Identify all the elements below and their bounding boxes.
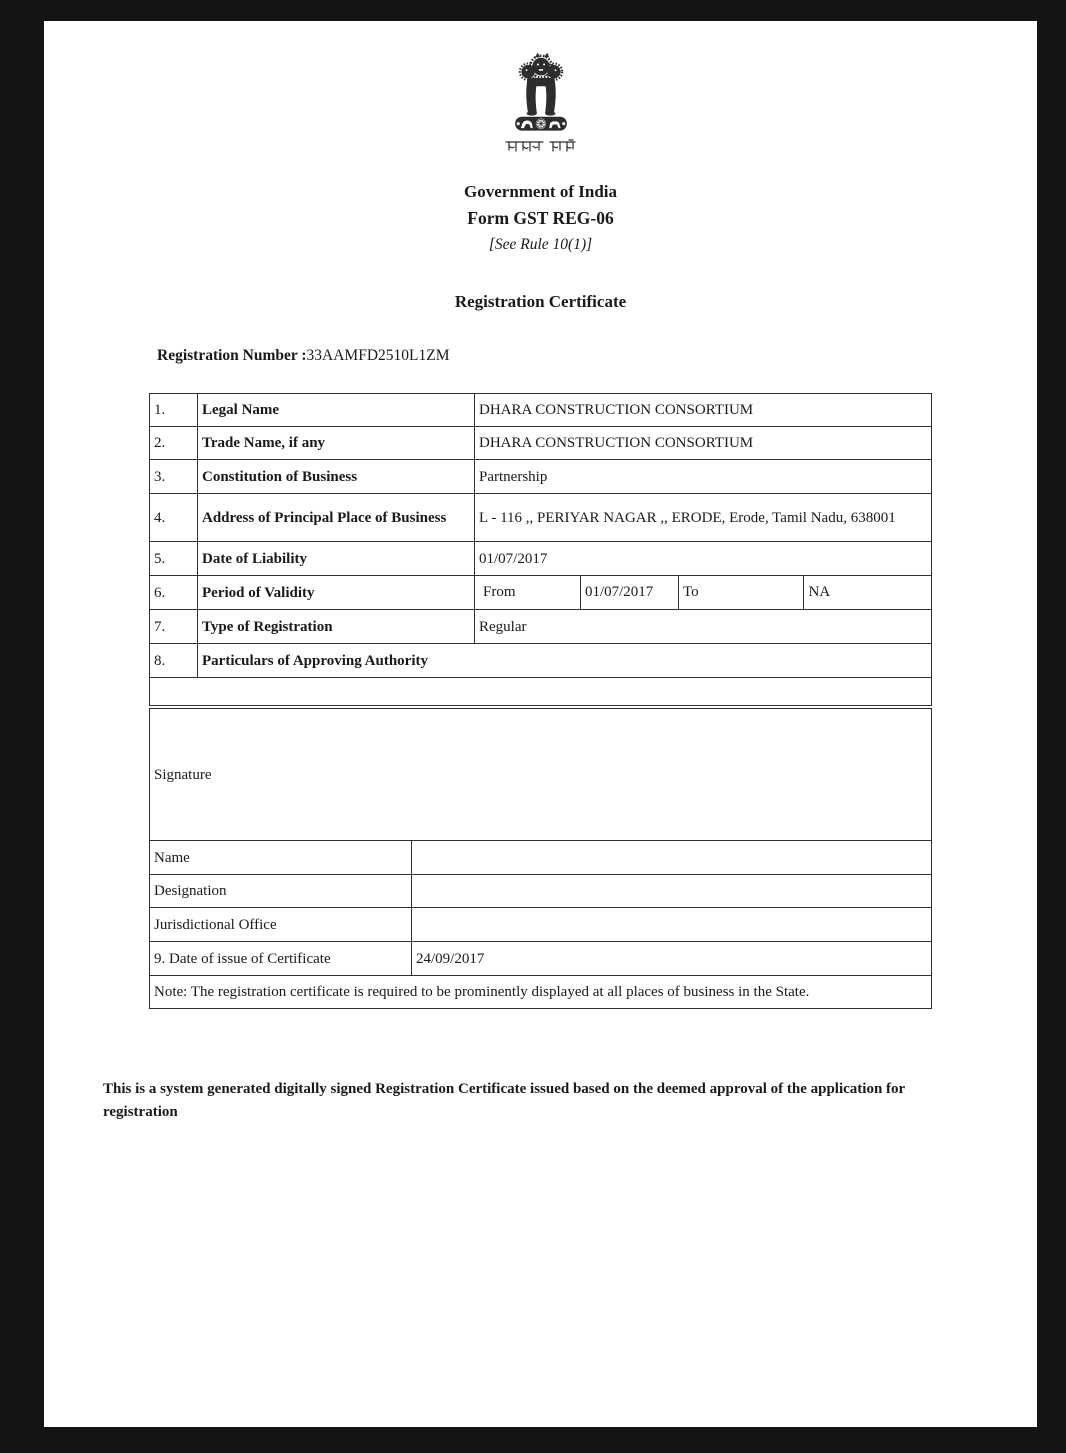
validity-from-label: From	[483, 584, 516, 600]
row-value	[412, 841, 932, 875]
satyameva-jayate-caption	[504, 139, 578, 154]
row-label: Jurisdictional Office	[150, 908, 412, 942]
certificate-page	[44, 21, 1037, 1427]
table-row	[150, 610, 932, 644]
row-value: DHARA CONSTRUCTION CONSORTIUM	[475, 394, 932, 427]
row-label: Address of Principal Place of Business	[198, 494, 475, 542]
form-name-heading: Form GST REG-06	[467, 208, 614, 228]
row-number: 4.	[150, 494, 198, 542]
row-number: 7.	[150, 610, 198, 644]
row-number: 6.	[150, 576, 198, 610]
validity-to-date: NA	[803, 576, 927, 609]
row-label: Period of Validity	[198, 576, 475, 610]
signature-box: Signature	[150, 709, 932, 841]
row-value	[412, 875, 932, 908]
row-label: Particulars of Approving Authority	[198, 644, 932, 678]
row-label: Name	[150, 841, 412, 875]
row-label: Designation	[150, 875, 412, 908]
row-number: 3.	[150, 460, 198, 494]
row-value: 01/07/2017	[475, 542, 932, 576]
table-row	[150, 542, 932, 576]
validity-cells	[475, 576, 932, 610]
row-label: Legal Name	[198, 394, 475, 427]
signature-row	[150, 709, 932, 841]
empty-cell	[150, 678, 932, 706]
row-label: Trade Name, if any	[198, 427, 475, 460]
table-row	[150, 576, 932, 610]
row-number: 2.	[150, 427, 198, 460]
digital-signature-statement: This is a system generated digitally signed Registration Certificate issued based on the deemed approval of the application for registration	[103, 1081, 905, 1120]
registration-number-value: 33AAMFD2510L1ZM	[306, 347, 450, 364]
row-number: 5.	[150, 542, 198, 576]
table-row	[150, 394, 932, 427]
signature-table	[149, 708, 932, 1009]
rule-reference: [See Rule 10(1)]	[488, 236, 593, 253]
certificate-title: Registration Certificate	[454, 292, 627, 311]
row-value: 24/09/2017	[412, 942, 932, 976]
row-value: Partnership	[475, 460, 932, 494]
registration-details-table	[149, 393, 932, 706]
table-row	[150, 841, 932, 875]
note-text: Note: The registration certificate is required to be prominently displayed at all places of business in the State.	[150, 976, 932, 1009]
row-value: Regular	[475, 610, 932, 644]
row-value	[412, 908, 932, 942]
government-of-india-heading: Government of India	[464, 182, 617, 201]
row-number: 1.	[150, 394, 198, 427]
table-row	[150, 908, 932, 942]
row-value: DHARA CONSTRUCTION CONSORTIUM	[475, 427, 932, 460]
table-row	[150, 427, 932, 460]
table-row	[150, 494, 932, 542]
row-label: Date of Liability	[198, 542, 475, 576]
validity-to-label: To	[678, 576, 803, 609]
registration-number-label: Registration Number :	[157, 347, 307, 364]
validity-from-date: 01/07/2017	[580, 576, 678, 609]
india-national-emblem-icon	[510, 51, 572, 139]
table-row	[150, 875, 932, 908]
row-label: Type of Registration	[198, 610, 475, 644]
row-label: 9. Date of issue of Certificate	[150, 942, 412, 976]
table-row-empty	[150, 678, 932, 706]
table-row	[150, 942, 932, 976]
note-row	[150, 976, 932, 1009]
row-number: 8.	[150, 644, 198, 678]
table-row	[150, 644, 932, 678]
row-value: L - 116 ,, PERIYAR NAGAR ,, ERODE, Erode, Tamil Nadu, 638001	[475, 494, 932, 542]
row-label: Constitution of Business	[198, 460, 475, 494]
registration-number	[157, 346, 449, 365]
table-row	[150, 460, 932, 494]
